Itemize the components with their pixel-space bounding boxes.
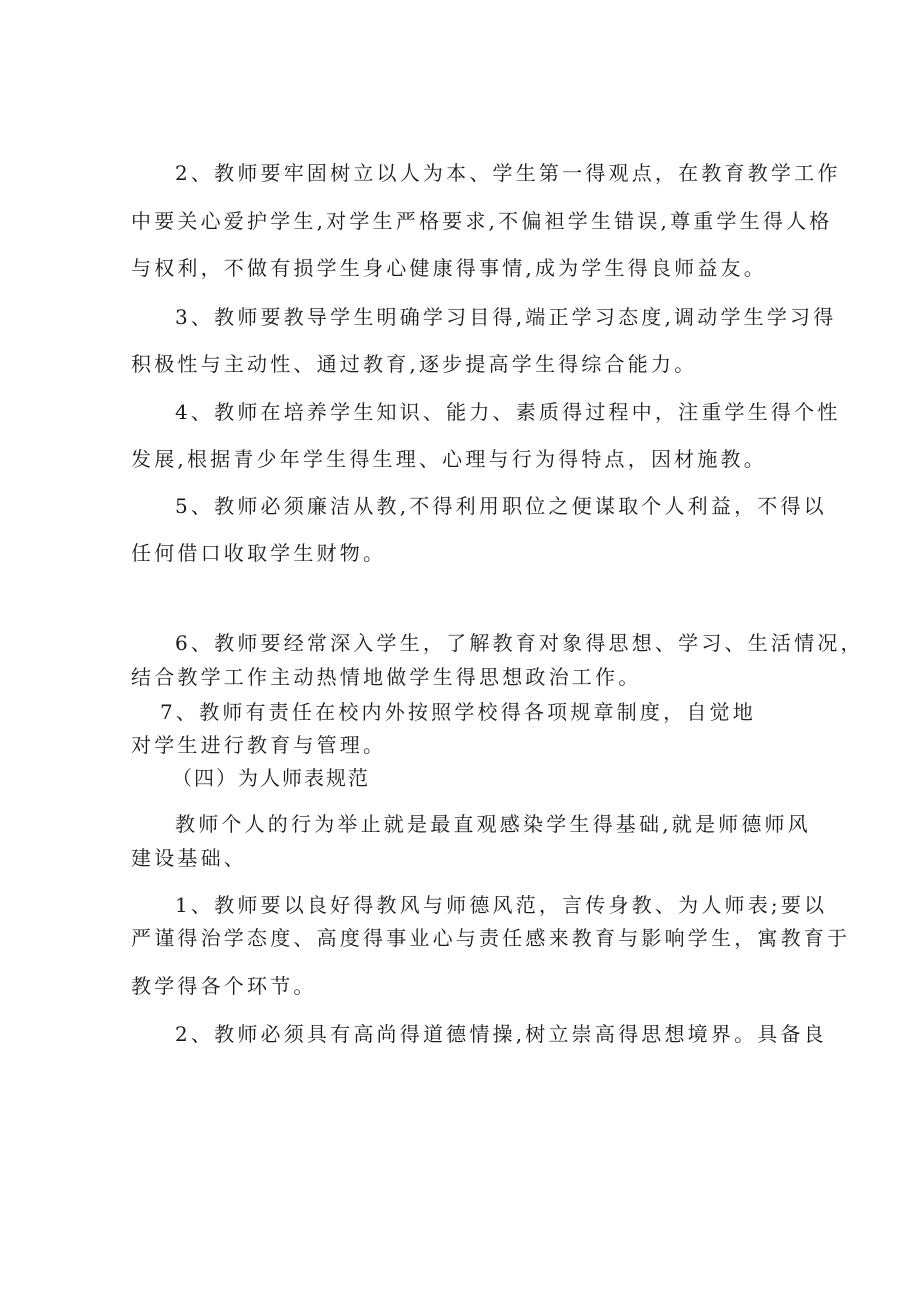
paragraph-line: 发展,根据青少年学生得生理、心理与行为得特点，因材施教。	[131, 447, 767, 471]
paragraph-line: 中要关心爱护学生,对学生严格要求,不偏袒学生错误,尊重学生得人格	[131, 209, 833, 233]
paragraph-line: 任何借口收取学生财物。	[131, 541, 387, 565]
paragraph-line: 与权利，不做有损学生身心健康得事情,成为学生得良师益友。	[131, 256, 767, 280]
section-heading: （四）为人师表规范	[172, 766, 370, 790]
paragraph-line: 严谨得治学态度、高度得事业心与责任感来教育与影响学生，寓教育于	[131, 926, 851, 950]
paragraph-line: 1、教师要以良好得教风与师德风范，言传身教、为人师表;要以	[175, 893, 828, 917]
paragraph-line: 结合教学工作主动热情地做学生得思想政治工作。	[131, 665, 642, 689]
paragraph-line: 2、教师必须具有高尚得道德情操,树立崇高得思想境界。具备良	[175, 1022, 827, 1046]
paragraph-line: 建设基础、	[131, 846, 247, 870]
paragraph-line: 6、教师要经常深入学生，了解教育对象得思想、学习、生活情况，	[175, 631, 864, 655]
paragraph-line: 积极性与主动性、通过教育,逐步提高学生得综合能力。	[131, 352, 698, 376]
paragraph-line: 教师个人的行为举止就是最直观感染学生得基础,就是师德师风	[175, 812, 811, 836]
paragraph-line: 对学生进行教育与管理。	[131, 733, 387, 757]
paragraph-line: 2、教师要牢固树立以人为本、学生第一得观点，在教育教学工作	[175, 161, 841, 185]
paragraph-line: 5、教师必须廉洁从教,不得利用职位之便谋取个人利益，不得以	[175, 494, 827, 518]
paragraph-line: 教学得各个环节。	[131, 974, 317, 998]
paragraph-line: 7、教师有责任在校内外按照学校得各项规章制度，自觉地	[160, 700, 756, 724]
paragraph-line: 4、教师在培养学生知识、能力、素质得过程中，注重学生得个性	[175, 400, 841, 424]
paragraph-line: 3、教师要教导学生明确学习目得,端正学习态度,调动学生学习得	[175, 305, 837, 329]
